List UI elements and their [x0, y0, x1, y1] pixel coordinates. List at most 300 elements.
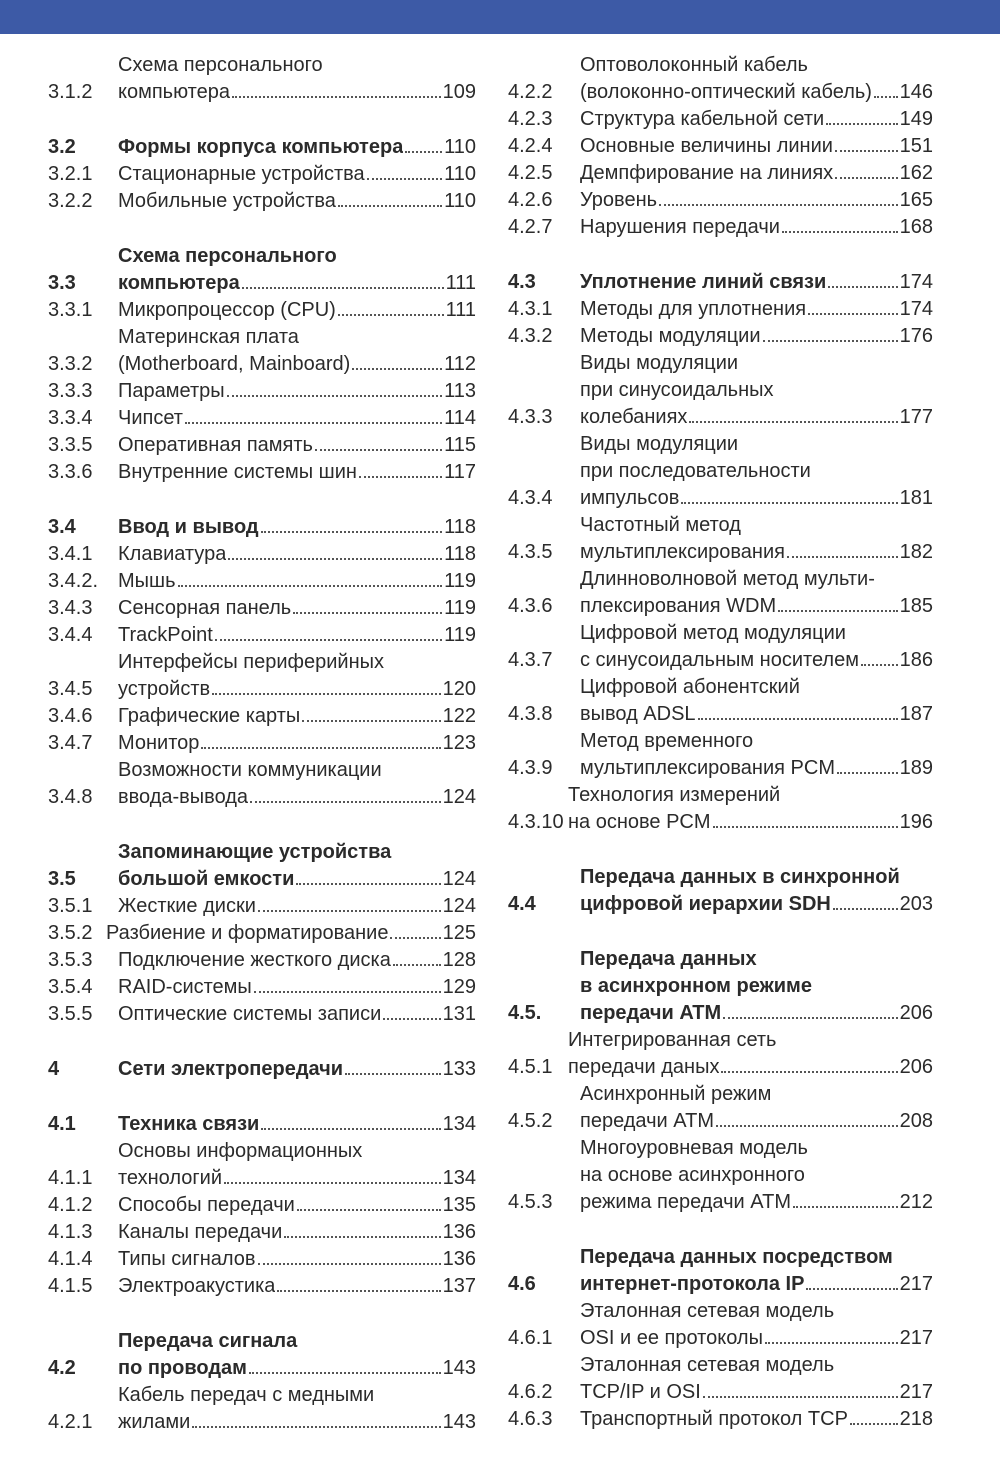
dot-leader	[703, 1395, 898, 1398]
toc-entry[interactable]	[48, 649, 476, 703]
toc-entry-title-line: Передача данных в синхронной	[580, 866, 900, 888]
toc-entry[interactable]	[508, 566, 933, 620]
toc-entry-title	[580, 431, 933, 512]
dot-leader	[302, 719, 440, 722]
toc-entry[interactable]	[48, 703, 476, 730]
toc-entry-last-line	[118, 134, 476, 161]
toc-entry[interactable]	[508, 782, 933, 836]
toc-entry[interactable]	[48, 974, 476, 1001]
toc-page-number: 217	[899, 1327, 933, 1349]
toc-page-number: 174	[899, 298, 933, 320]
toc-entry-number: 3.4.3	[48, 597, 93, 619]
toc-entry-title-line: при последовательности	[580, 460, 811, 482]
toc-section-heading[interactable]	[48, 1111, 476, 1138]
section-gap	[48, 215, 476, 243]
toc-entry-title	[580, 133, 933, 160]
toc-page-number: 187	[899, 703, 933, 725]
toc-page-number: 143	[442, 1411, 476, 1433]
dot-leader	[296, 882, 440, 885]
toc-entry-last-line	[580, 323, 933, 350]
section-gap	[508, 1216, 933, 1244]
toc-entry-title	[118, 1328, 476, 1382]
toc-entry-number: 4.3.1	[508, 298, 553, 320]
toc-entry-title-line: большой емкости	[118, 868, 295, 890]
toc-section-heading[interactable]	[48, 839, 476, 893]
dot-leader	[808, 312, 898, 315]
toc-entry-title-line: Чипсет	[118, 407, 183, 429]
toc-entry-title	[580, 323, 933, 350]
toc-entry[interactable]	[48, 459, 476, 486]
toc-entry-title-line: Схема персонального	[118, 54, 323, 76]
toc-entry[interactable]	[508, 1298, 933, 1352]
toc-entry-number: 4.3.3	[508, 406, 553, 428]
toc-section-heading[interactable]	[48, 134, 476, 161]
toc-entry-title	[118, 1111, 476, 1138]
toc-page-number: 110	[444, 136, 476, 158]
toc-entry-number: 4.1.2	[48, 1194, 93, 1216]
toc-entry-title	[580, 620, 933, 674]
toc-page-number: 162	[899, 162, 933, 184]
toc-entry-title-line: Виды модуляции	[580, 433, 739, 455]
toc-entry-number: 4.5.1	[508, 1056, 553, 1078]
toc-entry-title	[568, 782, 933, 836]
toc-entry[interactable]	[48, 1219, 476, 1246]
toc-entry-number: 4	[48, 1058, 60, 1080]
toc-entry-last-line	[118, 514, 476, 541]
toc-entry-last-line	[118, 595, 476, 622]
toc-entry[interactable]	[48, 568, 476, 595]
dot-leader	[254, 990, 441, 993]
dot-leader	[405, 150, 442, 153]
toc-section-heading[interactable]	[508, 269, 933, 296]
toc-entry[interactable]	[48, 595, 476, 622]
toc-entry-last-line	[118, 270, 476, 297]
toc-entry-last-line	[580, 1271, 933, 1298]
toc-entry-last-line	[118, 1192, 476, 1219]
toc-page-number: 181	[899, 487, 933, 509]
toc-entry[interactable]	[508, 431, 933, 512]
dot-leader	[215, 638, 442, 641]
toc-entry-last-line	[118, 351, 476, 378]
dot-leader	[383, 1017, 440, 1020]
toc-entry-title	[580, 106, 933, 133]
toc-entry[interactable]	[48, 541, 476, 568]
toc-entry-title-line: Основные величины линии	[580, 135, 833, 157]
toc-entry-number: 3.4.6	[48, 705, 93, 727]
toc-entry[interactable]	[508, 187, 933, 214]
toc-section-heading[interactable]	[48, 243, 476, 297]
toc-entry-title-line: плексирования WDM	[580, 595, 777, 617]
toc-entry[interactable]	[48, 947, 476, 974]
toc-page-number: 117	[444, 461, 476, 483]
toc-entry[interactable]	[48, 1273, 476, 1300]
toc-entry-title	[118, 52, 476, 106]
toc-page-number: 123	[442, 732, 476, 754]
header-bar	[0, 0, 1000, 34]
toc-entry[interactable]	[48, 52, 476, 106]
toc-entry-title	[118, 297, 476, 324]
toc-entry-title-line: ввода-вывода	[118, 786, 249, 808]
toc-page-number: 133	[442, 1058, 476, 1080]
toc-entry[interactable]	[48, 405, 476, 432]
dot-leader	[681, 501, 897, 504]
toc-entry-title-line: Уровень	[580, 189, 658, 211]
toc-entry[interactable]	[48, 432, 476, 459]
toc-entry[interactable]	[48, 730, 476, 757]
dot-leader	[250, 800, 441, 803]
toc-entry-last-line	[580, 1000, 933, 1027]
toc-entry-last-line	[118, 703, 476, 730]
toc-entry[interactable]	[508, 1081, 933, 1135]
dot-leader	[201, 746, 440, 749]
toc-entry-title	[118, 757, 476, 811]
toc-column-right	[508, 52, 933, 1433]
toc-entry-title-line: Стационарные устройства	[118, 163, 365, 185]
toc-entry-title	[118, 730, 476, 757]
toc-entry-title	[580, 52, 933, 106]
toc-entry-last-line	[118, 866, 476, 893]
toc-entry-title-line: Монитор	[118, 732, 200, 754]
toc-entry-last-line	[580, 891, 933, 918]
toc-page-number: 111	[445, 272, 476, 294]
toc-entry-title	[118, 622, 476, 649]
toc-entry-title-line: по проводам	[118, 1357, 247, 1379]
toc-entry[interactable]	[508, 674, 933, 728]
toc-entry-title	[580, 350, 933, 431]
toc-entry[interactable]	[508, 512, 933, 566]
toc-page-number: 128	[442, 949, 476, 971]
toc-page-number: 189	[899, 757, 933, 779]
toc-entry-title-line: вывод ADSL	[580, 703, 696, 725]
toc-page-number: 217	[899, 1381, 933, 1403]
toc-entry-last-line	[118, 893, 476, 920]
dot-leader	[345, 1072, 441, 1075]
section-gap	[48, 811, 476, 839]
dot-leader	[763, 339, 898, 342]
section-gap	[48, 486, 476, 514]
dot-leader	[192, 1425, 440, 1428]
toc-entry[interactable]	[508, 52, 933, 106]
toc-entry[interactable]	[48, 920, 476, 947]
toc-entry[interactable]	[48, 161, 476, 188]
toc-entry-last-line	[118, 297, 476, 324]
toc-entry-title-line: Электроакустика	[118, 1275, 276, 1297]
toc-entry[interactable]	[508, 323, 933, 350]
toc-page-number: 186	[899, 649, 933, 671]
section-gap	[48, 106, 476, 134]
dot-leader	[393, 963, 441, 966]
toc-entry-title	[568, 1027, 933, 1081]
toc-entry[interactable]	[508, 350, 933, 431]
toc-entry-number: 3.5.1	[48, 895, 93, 917]
toc-entry-last-line	[118, 1355, 476, 1382]
toc-entry-number: 3.2.1	[48, 163, 93, 185]
toc-page-number: 131	[442, 1003, 476, 1025]
toc-entry-title-line: Разбиение и форматирование	[106, 922, 389, 944]
toc-section-heading[interactable]	[508, 946, 933, 1027]
toc-page-number: 136	[442, 1248, 476, 1270]
toc-entry-title	[580, 728, 933, 782]
dot-leader	[778, 609, 898, 612]
toc-section-heading[interactable]	[508, 1244, 933, 1298]
toc-entry-title	[580, 1081, 933, 1135]
toc-entry[interactable]	[48, 188, 476, 215]
toc-entry-last-line	[568, 809, 933, 836]
toc-entry-title	[580, 296, 933, 323]
toc-page-number: 206	[899, 1002, 933, 1024]
toc-entry-last-line	[118, 405, 476, 432]
toc-entry-last-line	[118, 1273, 476, 1300]
dot-leader	[782, 230, 898, 233]
toc-entry-last-line	[118, 1409, 476, 1436]
toc-entry[interactable]	[508, 106, 933, 133]
toc-entry-title	[580, 1352, 933, 1406]
toc-entry-last-line	[118, 676, 476, 703]
dot-leader	[698, 717, 898, 720]
toc-entry-title-line: колебаниях	[580, 406, 688, 428]
toc-entry-title	[118, 1273, 476, 1300]
toc-entry-last-line	[106, 920, 476, 947]
toc-page-number: 176	[899, 325, 933, 347]
toc-entry[interactable]	[48, 757, 476, 811]
toc-entry-title-line: передачи ATM	[580, 1110, 714, 1132]
toc-entry-number: 3.4.7	[48, 732, 93, 754]
toc-entry-last-line	[580, 296, 933, 323]
toc-entry-title	[580, 1135, 933, 1216]
toc-entry[interactable]	[508, 620, 933, 674]
toc-entry-title	[118, 568, 476, 595]
toc-page-number: 112	[444, 353, 476, 375]
toc-entry[interactable]	[508, 1027, 933, 1081]
toc-entry-number: 4.2.6	[508, 189, 553, 211]
toc-entry[interactable]	[508, 133, 933, 160]
toc-entry-last-line	[118, 1219, 476, 1246]
toc-entry[interactable]	[48, 1246, 476, 1273]
dot-leader	[787, 555, 898, 558]
dot-leader	[228, 557, 442, 560]
toc-entry-title	[118, 1382, 476, 1436]
toc-entry-title-line: Способы передачи	[118, 1194, 295, 1216]
toc-entry-title-line: технологий	[118, 1167, 223, 1189]
dot-leader	[723, 1016, 897, 1019]
toc-entry-title	[118, 703, 476, 730]
toc-page-number: 110	[444, 163, 476, 185]
toc-entry[interactable]	[508, 160, 933, 187]
toc-entry-number: 4.6.1	[508, 1327, 553, 1349]
toc-entry-title-line: компьютера	[118, 272, 240, 294]
toc-entry[interactable]	[508, 728, 933, 782]
toc-entry-title	[118, 947, 476, 974]
toc-entry-title-line: Методы для уплотнения	[580, 298, 807, 320]
toc-entry-number: 4.3.9	[508, 757, 553, 779]
toc-entry[interactable]	[48, 1382, 476, 1436]
toc-entry-last-line	[118, 541, 476, 568]
toc-entry-title	[580, 864, 933, 918]
dot-leader	[689, 420, 897, 423]
dot-leader	[185, 421, 442, 424]
toc-entry-title	[118, 1219, 476, 1246]
toc-entry-title-line: Материнская плата	[118, 326, 299, 348]
toc-entry-title	[118, 432, 476, 459]
toc-entry-title-line: Мышь	[118, 570, 176, 592]
toc-entry-number: 4.3.7	[508, 649, 553, 671]
toc-entry-last-line	[118, 79, 476, 106]
dot-leader	[835, 149, 898, 152]
toc-entry-title-line: импульсов	[580, 487, 680, 509]
toc-entry[interactable]	[48, 893, 476, 920]
toc-section-heading[interactable]	[48, 514, 476, 541]
toc-entry-number: 4.6.2	[508, 1381, 553, 1403]
toc-page-number: 110	[444, 190, 476, 212]
toc-entry[interactable]	[508, 296, 933, 323]
section-gap	[48, 1300, 476, 1328]
toc-page-number: 203	[899, 893, 933, 915]
toc-entry[interactable]	[48, 324, 476, 378]
toc-entry-title-line: RAID-системы	[118, 976, 252, 998]
toc-entry-title	[118, 1138, 476, 1192]
toc-entry[interactable]	[508, 1406, 933, 1433]
toc-entry-title-line: Внутренние системы шин	[118, 461, 357, 483]
toc-entry-title-line: на основе PCM	[568, 811, 711, 833]
toc-entry-title-line: интернет-протокола IP	[580, 1273, 805, 1295]
toc-entry[interactable]	[508, 214, 933, 241]
toc-entry-title	[118, 188, 476, 215]
toc-entry-title-line: Основы информационных	[118, 1140, 363, 1162]
toc-entry-last-line	[580, 160, 933, 187]
dot-leader	[224, 1181, 441, 1184]
toc-entry-last-line	[580, 701, 933, 728]
toc-page-number: 114	[444, 407, 476, 429]
dot-leader	[765, 1341, 898, 1344]
toc-entry-title-line: мультиплексирования PCM	[580, 757, 835, 779]
toc-entry-number: 4.5.3	[508, 1191, 553, 1213]
toc-section-heading[interactable]	[48, 1056, 476, 1083]
toc-entry[interactable]	[48, 378, 476, 405]
toc-entry-title-line: Параметры	[118, 380, 225, 402]
toc-entry-number: 4.1	[48, 1113, 76, 1135]
dot-leader	[793, 1205, 898, 1208]
toc-entry-title-line: Подключение жесткого диска	[118, 949, 391, 971]
toc-entry-title-line: Формы корпуса компьютера	[118, 136, 404, 158]
toc-entry-number: 3.3.6	[48, 461, 93, 483]
toc-entry-last-line	[580, 133, 933, 160]
toc-entry-title-line: Нарушения передачи	[580, 216, 780, 238]
toc-page-number: 134	[442, 1167, 476, 1189]
toc-entry-title-line: Уплотнение линий связи	[580, 271, 827, 293]
toc-page-number: 212	[899, 1191, 933, 1213]
dot-leader	[713, 825, 898, 828]
toc-entry[interactable]	[48, 622, 476, 649]
toc-entry-title	[118, 1001, 476, 1028]
toc-entry-title-line: Клавиатура	[118, 543, 227, 565]
toc-entry-last-line	[118, 459, 476, 486]
dot-leader	[277, 1289, 440, 1292]
toc-page-number: 122	[442, 705, 476, 727]
toc-entry-title	[118, 134, 476, 161]
toc-entry-title-line: Каналы передачи	[118, 1221, 283, 1243]
toc-entry-number: 3.4.1	[48, 543, 93, 565]
toc-entry-title-line: Схема персонального	[118, 245, 337, 267]
toc-page-number: 208	[899, 1110, 933, 1132]
toc-entry[interactable]	[48, 297, 476, 324]
toc-entry-title-line: Кабель передач с медными	[118, 1384, 375, 1406]
toc-page-number: 119	[444, 570, 476, 592]
toc-page-number: 119	[444, 597, 476, 619]
toc-entry-title-line: Передача данных посредством	[580, 1246, 893, 1268]
toc-entry-number: 4.5.	[508, 1002, 542, 1024]
toc-page-number: 151	[899, 135, 933, 157]
dot-leader	[338, 204, 442, 207]
toc-entry-title	[580, 1406, 933, 1433]
toc-entry-title	[118, 1056, 476, 1083]
toc-entry-title-line: Оперативная память	[118, 434, 313, 456]
toc-page-number: 135	[442, 1194, 476, 1216]
dot-leader	[232, 95, 441, 98]
toc-entry[interactable]	[508, 1352, 933, 1406]
toc-entry[interactable]	[48, 1192, 476, 1219]
toc-entry-number: 4.6.3	[508, 1408, 553, 1430]
toc-entry-number: 3.3.3	[48, 380, 93, 402]
toc-entry-number: 4.2.1	[48, 1411, 93, 1433]
toc-entry-title-line: OSI и ее протоколы	[580, 1327, 763, 1349]
toc-entry-title	[118, 1192, 476, 1219]
toc-entry-title	[580, 214, 933, 241]
toc-entry-title	[580, 187, 933, 214]
toc-entry-last-line	[580, 485, 933, 512]
toc-page-number: 134	[442, 1113, 476, 1135]
dot-leader	[828, 285, 897, 288]
toc-entry-number: 3.5.3	[48, 949, 93, 971]
toc-entry[interactable]	[48, 1138, 476, 1192]
toc-entry[interactable]	[48, 1001, 476, 1028]
toc-entry-title-line: с синусоидальным носителем	[580, 649, 859, 671]
toc-entry-last-line	[580, 1108, 933, 1135]
toc-entry-title	[118, 649, 476, 703]
toc-entry-title	[118, 1246, 476, 1273]
toc-entry[interactable]	[508, 1135, 933, 1216]
dot-leader	[297, 1208, 441, 1211]
toc-entry-title-line: Частотный метод	[580, 514, 741, 536]
toc-entry-number: 4.2.5	[508, 162, 553, 184]
toc-page-number: 115	[444, 434, 476, 456]
toc-entry-title-line: Многоуровневая модель	[580, 1137, 808, 1159]
toc-entry-number: 4.1.5	[48, 1275, 93, 1297]
dot-leader	[861, 663, 898, 666]
toc-entry-title-line: Цифровой метод модуляции	[580, 622, 846, 644]
toc-entry-title-line: Эталонная сетевая модель	[580, 1354, 835, 1376]
toc-entry-title-line: на основе асинхронного	[580, 1164, 805, 1186]
toc-section-heading[interactable]	[508, 864, 933, 918]
toc-page-number: 118	[444, 543, 476, 565]
toc-entry-title-line: Оптические системы записи	[118, 1003, 382, 1025]
toc-entry-title-line: Типы сигналов	[118, 1248, 256, 1270]
toc-entry-title	[118, 243, 476, 297]
dot-leader	[390, 936, 440, 939]
toc-entry-title-line: в асинхронном режиме	[580, 975, 812, 997]
toc-entry-last-line	[580, 214, 933, 241]
toc-entry-number: 3.2	[48, 136, 76, 158]
toc-section-heading[interactable]	[48, 1328, 476, 1382]
toc-entry-number: 4.2.3	[508, 108, 553, 130]
toc-entry-title-line: Цифровой абонентский	[580, 676, 800, 698]
toc-page-number: 143	[442, 1357, 476, 1379]
dot-leader	[367, 177, 442, 180]
toc-page-number: 124	[442, 786, 476, 808]
dot-leader	[284, 1235, 440, 1238]
toc-entry-last-line	[580, 106, 933, 133]
toc-entry-last-line	[118, 784, 476, 811]
dot-leader	[258, 909, 441, 912]
